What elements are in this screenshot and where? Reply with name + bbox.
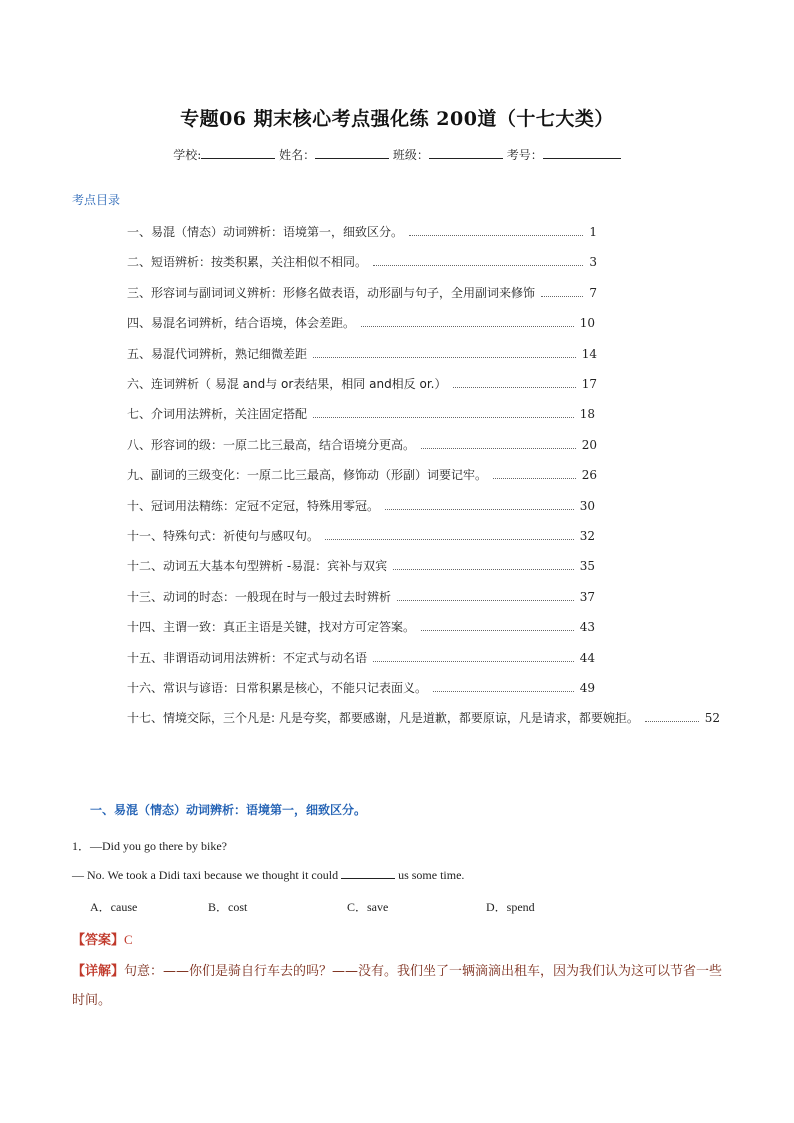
school-label: 学校: <box>173 148 202 162</box>
toc-leader <box>361 318 574 327</box>
toc-leader <box>397 592 574 601</box>
toc-leader <box>453 379 576 388</box>
explanation-text: 句意：——你们是骑自行车去的吗？——没有。我们坐了一辆滴滴出租车，因为我们认为这可以节省一些时间。 <box>72 964 723 1008</box>
toc-item[interactable] <box>127 223 597 240</box>
toc-item-page: 52 <box>704 711 720 726</box>
toc-item-page: 17 <box>581 377 597 391</box>
answer-line <box>72 929 133 948</box>
question-line-2 <box>72 867 464 883</box>
class-label: 班级： <box>392 148 429 162</box>
answer-blank <box>341 867 395 879</box>
toc-item[interactable] <box>127 497 595 514</box>
toc-item[interactable] <box>127 375 597 392</box>
toc-leader <box>313 409 574 418</box>
toc-item-page: 3 <box>589 255 597 270</box>
question-number: 1． <box>72 839 91 853</box>
toc-item-label: 十五、非谓语动词用法辨析：不定式与动名语 <box>127 650 368 665</box>
toc-item-page: 43 <box>579 620 595 635</box>
toc-item-label: 十六、常识与谚语：日常积累是核心，不能只记表面义。 <box>127 681 428 695</box>
toc-item-page: 49 <box>579 681 595 695</box>
toc-item[interactable] <box>127 618 595 635</box>
toc-item[interactable] <box>127 588 595 605</box>
question-line-1 <box>72 837 227 854</box>
exam-number-label: 考号： <box>506 148 543 162</box>
answer-value: C <box>124 932 133 947</box>
toc-item[interactable] <box>127 405 595 422</box>
toc-item[interactable] <box>127 557 595 574</box>
toc-item-page: 35 <box>579 559 595 574</box>
toc-item-label: 九、副词的三级变化：一原二比三最高，修饰动（形副）词要记牢。 <box>127 468 488 483</box>
toc-item[interactable] <box>127 466 597 483</box>
toc-item-page: 32 <box>579 529 595 543</box>
toc-leader <box>373 257 583 266</box>
question-dialog-2b: us some time. <box>395 868 465 882</box>
name-blank <box>315 145 389 159</box>
toc-item-page: 7 <box>589 285 597 300</box>
toc-leader <box>645 713 699 722</box>
toc-item[interactable] <box>127 649 595 666</box>
toc-leader <box>409 227 583 236</box>
toc-leader <box>541 288 583 297</box>
toc-heading: 考点目录 <box>72 193 121 207</box>
toc-item-label: 六、连词辨析（ 易混 and与 or表结果，相同 and相反 or.） <box>127 377 447 391</box>
school-blank <box>201 145 275 159</box>
question-dialog-2a: — No. We took a Didi taxi because we thought it could <box>72 868 342 882</box>
toc-leader <box>421 622 574 631</box>
toc-item[interactable] <box>127 284 597 301</box>
explain-tag: 【详解】 <box>72 964 125 979</box>
toc-leader <box>373 653 574 662</box>
exam-number-blank <box>543 145 621 159</box>
toc-leader <box>325 531 574 540</box>
option-c: C．save <box>347 900 389 914</box>
toc-item-page: 20 <box>581 437 597 452</box>
toc-item[interactable] <box>127 253 597 270</box>
explanation <box>72 957 724 1015</box>
toc-leader <box>421 440 576 449</box>
document-title: 专题06 期末核心考点强化练 200道（十七大类） <box>180 108 614 130</box>
toc-item-label: 十、冠词用法精练：定冠不定冠，特殊用零冠。 <box>127 498 380 513</box>
toc-item-label: 三、形容词与副词词义辨析：形修名做表语，动形副与句子，全用副词来修饰 <box>127 285 536 300</box>
toc-item-label: 十三、动词的时态：一般现在时与一般过去时辨析 <box>127 589 392 604</box>
answer-tag: 【答案】 <box>72 933 125 948</box>
toc-item-page: 10 <box>579 316 595 331</box>
toc-item-page: 14 <box>581 346 597 361</box>
toc-item-label: 四、易混名词辨析，结合语境，体会差距。 <box>127 316 356 331</box>
toc-item-label: 十四、主谓一致：真正主语是关键，找对方可定答案。 <box>127 620 416 635</box>
toc-leader <box>393 561 574 570</box>
toc-leader <box>313 349 576 358</box>
toc-item-label: 十一、特殊句式：祈使句与感叹句。 <box>127 529 320 543</box>
toc-item-label: 八、形容词的级：一原二比三最高，结合语境分更高。 <box>127 437 416 452</box>
toc-item-label: 二、短语辨析：按类积累，关注相似不相同。 <box>127 255 368 270</box>
name-label: 姓名： <box>279 148 316 162</box>
option-a: A．cause <box>90 900 138 914</box>
question-dialog-1: —Did you go there by bike? <box>90 839 227 853</box>
toc-item-page: 37 <box>579 589 595 604</box>
toc-item-label: 十七、情境交际，三个凡是: 凡是夸奖，都要感谢，凡是道歉，都要原谅，凡是请求，都要婉拒。 <box>127 711 639 726</box>
toc-item[interactable] <box>127 709 720 726</box>
toc-item[interactable] <box>127 679 595 696</box>
toc-item-label: 五、易混代词辨析，熟记细微差距 <box>127 346 308 361</box>
info-fields <box>0 145 794 163</box>
toc-item-label: 七、介词用法辨析，关注固定搭配 <box>127 407 308 422</box>
toc-leader <box>433 683 574 692</box>
option-b: B．cost <box>208 900 248 914</box>
toc-item-page: 44 <box>579 650 595 665</box>
class-blank <box>429 145 503 159</box>
toc-item[interactable] <box>127 436 597 453</box>
section-heading: 一、易混（情态）动词辨析：语境第一，细致区分。 <box>90 803 367 817</box>
toc-item[interactable] <box>127 314 595 331</box>
toc-item-page: 18 <box>579 407 595 422</box>
option-d: D．spend <box>486 900 535 914</box>
toc-item-label: 一、易混（情态）动词辨析：语境第一，细致区分。 <box>127 225 404 239</box>
toc-item[interactable] <box>127 345 597 362</box>
toc-item-page: 26 <box>581 468 597 483</box>
toc-item-page: 30 <box>579 498 595 513</box>
toc-leader <box>493 470 576 479</box>
toc-leader <box>385 501 574 510</box>
toc-item-label: 十二、动词五大基本句型辨析 -易混：宾补与双宾 <box>127 559 388 574</box>
toc-item-page: 1 <box>589 225 597 239</box>
toc-item[interactable] <box>127 527 595 544</box>
